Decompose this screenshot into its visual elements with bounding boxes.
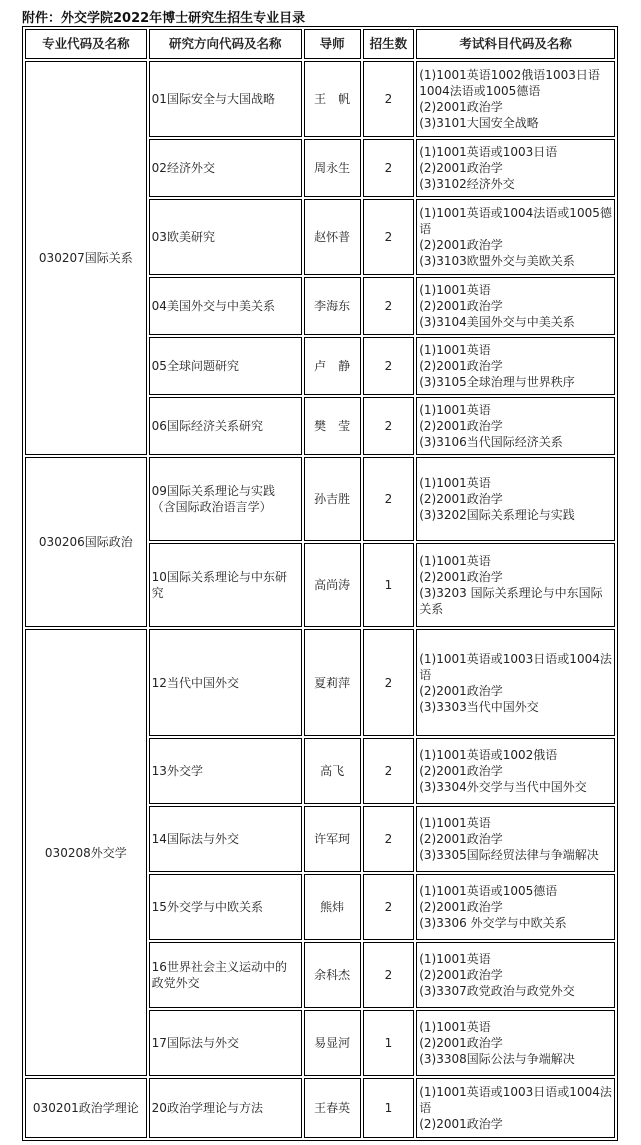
- major-name: 030208外交学: [25, 629, 147, 1076]
- exam-subjects: [416, 543, 615, 627]
- exam-subjects: [416, 397, 615, 455]
- direction-name: 20政治学理论与方法: [149, 1078, 302, 1138]
- exam-line: (1)1001英语: [419, 283, 491, 297]
- exam-line: (2)2001政治学: [419, 359, 503, 373]
- major-name: 030207国际关系: [25, 61, 147, 455]
- enrollment-count: 2: [363, 629, 415, 736]
- direction-name: 09国际关系理论与实践（含国际政治语言学）: [149, 457, 302, 541]
- supervisor-name: 李海东: [304, 277, 361, 335]
- enrollment-count: 2: [363, 874, 415, 940]
- exam-subjects: [416, 199, 615, 275]
- exam-line: (2)2001政治学: [419, 968, 503, 982]
- exam-subjects: [416, 139, 615, 197]
- exam-subjects: [416, 874, 615, 940]
- exam-line: (2)2001政治学: [419, 683, 503, 698]
- supervisor-name: 周永生: [304, 139, 361, 197]
- header-supervisor: 导师: [304, 29, 361, 59]
- exam-line: (1)1001英语: [419, 952, 491, 966]
- exam-line: (2)2001政治学: [419, 299, 503, 313]
- major-name: 030206国际政治: [25, 457, 147, 627]
- direction-name: 04美国外交与中美关系: [149, 277, 302, 335]
- exam-line: (3)3308国际公法与争端解决: [419, 1052, 575, 1066]
- enrollment-count: 1: [363, 1010, 415, 1076]
- direction-name: 02经济外交: [149, 139, 302, 197]
- table-row: [25, 629, 615, 736]
- supervisor-name: 高飞: [304, 738, 361, 804]
- header-count: 招生数: [363, 29, 415, 59]
- enrollment-count: 2: [363, 738, 415, 804]
- exam-line: (3)3202国际关系理论与实践: [419, 508, 575, 522]
- exam-line: (1)1001英语或1005德语: [419, 884, 558, 898]
- supervisor-name: 余科杰: [304, 942, 361, 1008]
- exam-line: (1)1001英语或1003日语或1004法语: [419, 1085, 612, 1115]
- exam-line: (1)1001英语或1004法语或1005德语: [419, 206, 612, 236]
- exam-line: (2)2001政治学: [419, 419, 503, 433]
- exam-subjects: [416, 337, 615, 395]
- catalog-table: [22, 26, 618, 1141]
- enrollment-count: 2: [363, 942, 415, 1008]
- header-row: [25, 29, 615, 59]
- direction-name: 05全球问题研究: [149, 337, 302, 395]
- exam-line: (1)1001英语: [419, 816, 491, 830]
- page-title: 附件：外交学院2022年博士研究生招生专业目录: [22, 11, 306, 26]
- header-exams: 考试科目代码及名称: [416, 29, 615, 59]
- exam-line: (2)2001政治学: [419, 832, 503, 846]
- supervisor-name: 许军珂: [304, 806, 361, 872]
- exam-line: (3)3203 国际关系理论与中东国际关系: [419, 586, 603, 616]
- enrollment-count: 2: [363, 61, 415, 137]
- header-major: 专业代码及名称: [25, 29, 147, 59]
- exam-line: (2)2001政治学: [419, 1036, 503, 1050]
- exam-subjects: [416, 277, 615, 335]
- major-name: 030201政治学理论: [25, 1078, 147, 1138]
- direction-name: 16世界社会主义运动中的政党外交: [149, 942, 302, 1008]
- direction-name: 12当代中国外交: [149, 629, 302, 736]
- exam-line: (3)3101大国安全战略: [419, 116, 539, 130]
- table-row: [25, 61, 615, 137]
- supervisor-name: 王春英: [304, 1078, 361, 1138]
- exam-line: (3)3106当代国际经济关系: [419, 435, 563, 449]
- direction-name: 15外交学与中欧关系: [149, 874, 302, 940]
- exam-line: (1)1001英语或1002俄语: [419, 748, 558, 762]
- exam-subjects: [416, 806, 615, 872]
- exam-line: (2)2001政治学: [419, 900, 503, 914]
- exam-line: (2)2001政治学: [419, 161, 503, 175]
- supervisor-name: 樊 莹: [304, 397, 361, 455]
- exam-line: (3)3105全球治理与世界秩序: [419, 375, 575, 389]
- exam-line: (1)1001英语1002俄语1003日语1004法语或1005德语: [419, 68, 600, 98]
- exam-subjects: [416, 1010, 615, 1076]
- exam-line: (1)1001英语: [419, 476, 491, 490]
- exam-line: (3)3305国际经贸法律与争端解决: [419, 848, 599, 862]
- enrollment-count: 1: [363, 543, 415, 627]
- direction-name: 13外交学: [149, 738, 302, 804]
- supervisor-name: 孙吉胜: [304, 457, 361, 541]
- supervisor-name: 易显河: [304, 1010, 361, 1076]
- direction-name: 17国际法与外交: [149, 1010, 302, 1076]
- exam-subjects: [416, 629, 615, 736]
- header-direction: 研究方向代码及名称: [149, 29, 302, 59]
- enrollment-count: 2: [363, 277, 415, 335]
- supervisor-name: 熊炜: [304, 874, 361, 940]
- exam-subjects: [416, 457, 615, 541]
- exam-line: (1)1001英语: [419, 1020, 491, 1034]
- exam-line: (2)2001政治学: [419, 238, 503, 252]
- catalog-body: [25, 61, 615, 1138]
- direction-name: 10国际关系理论与中东研究: [149, 543, 302, 627]
- exam-line: (2)2001政治学: [419, 492, 503, 506]
- direction-name: 14国际法与外交: [149, 806, 302, 872]
- table-row: [25, 1078, 615, 1138]
- exam-line: (3)3304外交学与当代中国外交: [419, 780, 587, 794]
- direction-name: 01国际安全与大国战略: [149, 61, 302, 137]
- exam-line: (2)2001政治学: [419, 570, 503, 584]
- enrollment-count: 2: [363, 457, 415, 541]
- exam-subjects: [416, 61, 615, 137]
- supervisor-name: 夏莉萍: [304, 629, 361, 736]
- enrollment-count: 1: [363, 1078, 415, 1138]
- exam-line: (3)3303当代中国外交: [419, 699, 539, 714]
- exam-line: (3)3102经济外交: [419, 177, 515, 191]
- exam-line: (1)1001英语: [419, 403, 491, 417]
- exam-subjects: [416, 738, 615, 804]
- enrollment-count: 2: [363, 397, 415, 455]
- exam-subjects: [416, 1078, 615, 1138]
- direction-name: 06国际经济关系研究: [149, 397, 302, 455]
- exam-line: (1)1001英语或1003日语: [419, 145, 558, 159]
- exam-line: (2)2001政治学: [419, 1117, 503, 1131]
- direction-name: 03欧美研究: [149, 199, 302, 275]
- enrollment-count: 2: [363, 806, 415, 872]
- exam-line: (1)1001英语或1003日语或1004法语: [419, 651, 612, 682]
- supervisor-name: 王 帆: [304, 61, 361, 137]
- enrollment-count: 2: [363, 337, 415, 395]
- exam-line: (3)3307政党政治与政党外交: [419, 984, 575, 998]
- exam-line: (2)2001政治学: [419, 100, 503, 114]
- exam-line: (3)3104美国外交与中美关系: [419, 315, 575, 329]
- exam-subjects: [416, 942, 615, 1008]
- exam-line: (3)3103欧盟外交与美欧关系: [419, 254, 575, 268]
- exam-line: (1)1001英语: [419, 343, 491, 357]
- exam-line: (1)1001英语: [419, 554, 491, 568]
- table-row: [25, 457, 615, 541]
- enrollment-count: 2: [363, 139, 415, 197]
- enrollment-count: 2: [363, 199, 415, 275]
- exam-line: (3)3306 外交学与中欧关系: [419, 916, 567, 930]
- exam-line: (2)2001政治学: [419, 764, 503, 778]
- supervisor-name: 赵怀普: [304, 199, 361, 275]
- supervisor-name: 高尚涛: [304, 543, 361, 627]
- supervisor-name: 卢 静: [304, 337, 361, 395]
